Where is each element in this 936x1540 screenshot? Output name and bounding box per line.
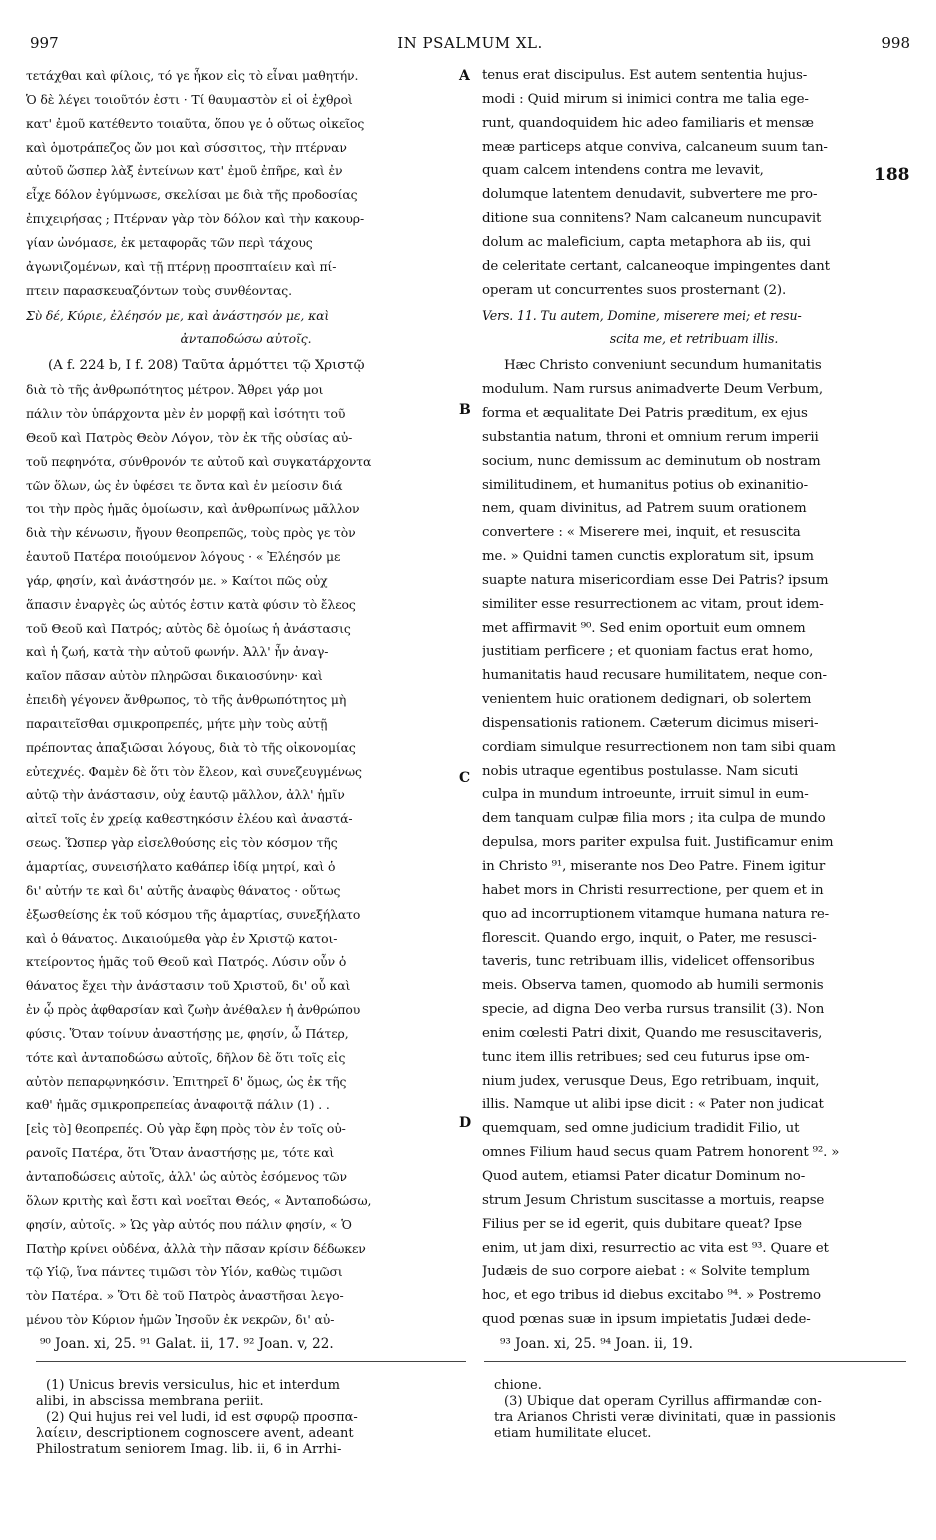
text-line: διὰ τὴν κένωσιν, ἤγουν θεοπρεπῶς, τοὺς πρὸς γε τὸν	[26, 525, 356, 541]
verse-line: Vers. 11. Tu autem, Domine, miserere mei; et resu-	[482, 308, 802, 324]
text-line: τῷ Υἱῷ, ἵνα πάντες τιμῶσι τὸν Υἱόν, καθὼς τιμῶσι	[26, 1264, 343, 1280]
text-line: quam calcem intendens contra me levavit,	[482, 163, 764, 179]
text-line: σεως. Ὥσπερ γὰρ εἰσελθούσης εἰς τὸν κόσμον τῆς	[26, 835, 338, 851]
footnote-line: tra Arianos Christi veræ divinitati, quæ in passionis	[494, 1410, 836, 1425]
text-line: similitudinem, et humanitus potius ob exinanitio-	[482, 477, 808, 493]
latin-intro	[482, 64, 906, 302]
footnote-line: λαίειν, descriptionem cognoscere avent, adeant	[36, 1426, 354, 1441]
text-line: καῖον πᾶσαν αὐτὸν πληρῶσαι δικαιοσύνην· καὶ	[26, 668, 323, 684]
text-line: quemquam, sed omne judicium tradidit Filio, ut	[482, 1121, 800, 1137]
latin-body	[482, 354, 906, 1332]
greek-intro	[26, 64, 466, 302]
text-line: Filius per se id egerit, quis dubitare queat? Ipse	[482, 1216, 802, 1232]
text-line: depulsa, mors pariter expulsa fuit. Justificamur enim	[482, 835, 834, 851]
text-line: venientem huic orationem dedignari, ob solertem	[482, 692, 812, 708]
text-line: cordiam simulque resurrectionem non tam sibi quam	[482, 739, 836, 755]
footnotes-left	[36, 1378, 466, 1458]
latin-verse-heading	[482, 304, 906, 350]
text-line: Judæis de suo corpore aiebat : « Solvite templum	[482, 1264, 810, 1280]
text-line: Ὁ δὲ λέγει τοιοῦτόν ἐστι · Τί θαυμαστὸν εἰ οἱ ἐχθροὶ	[26, 91, 353, 107]
text-line: καὶ ὁμοτράπεζος ὤν μοι καὶ σύσσιτος, τὴν πτέρναν	[26, 139, 347, 155]
scripture-refs-left	[40, 1336, 460, 1352]
text-line: θάνατος ἔχει τὴν ἀνάστασιν τοῦ Χριστοῦ, δι' οὗ καὶ	[26, 978, 351, 994]
text-line: αὐτὸν πεπαρῳνηκόσιν. Ἐπιτηρεῖ δ' ὅμως, ὡς ἐκ τῆς	[26, 1073, 347, 1089]
text-line: quod pœnas suæ in ipsum impietatis Judæi dede-	[482, 1312, 811, 1328]
text-line: ἐξωσθείσης ἐκ τοῦ κόσμου τῆς ἁμαρτίας, συνεξήλατο	[26, 906, 361, 922]
text-line: Θεοῦ καὶ Πατρὸς Θεὸν Λόγον, τὸν ἐκ τῆς οὐσίας αὐ-	[26, 429, 353, 445]
text-line: ἑαυτοῦ Πατέρα ποιούμενον λόγους · « Ἐλέησόν με	[26, 549, 341, 565]
footnote-line: chione.	[494, 1378, 542, 1393]
text-line: in Christo ⁹¹, miserante nos Deo Patre. Finem igitur	[482, 859, 826, 874]
text-line: forma et æqualitate Dei Patris præditum, ex ejus	[482, 405, 808, 421]
text-line: nem, quam divinitus, ad Patrem suum orationem	[482, 501, 807, 517]
latin-column	[482, 64, 906, 1332]
margin-letter-d: D	[459, 1115, 472, 1131]
text-line: πτειν παρασκευαζόντων τοὺς συνθέοντας.	[26, 282, 292, 298]
text-line: αἰτεῖ τοῖς ἐν χρείᾳ καθεστηκόσιν ἐλέου καὶ ἀναστά-	[26, 811, 353, 827]
text-line: me. » Quidni tamen cunctis exploratum sit, ipsum	[482, 549, 814, 565]
text-line: tenus erat discipulus. Est autem sententia hujus-	[482, 68, 808, 83]
text-line: διὰ τὸ τῆς ἀνθρωπότητος μέτρον. Ἄθρει γάρ μοι	[26, 382, 324, 398]
text-line: illis. Namque ut alibi ipse dicit : « Pater non judicat	[482, 1097, 824, 1113]
text-line: εἶχε δόλον ἐγύμνωσε, σκελίσαι με διὰ τῆς προδοσίας	[26, 187, 358, 203]
text-line: τὸν Πατέρα. » Ὅτι δὲ τοῦ Πατρὸς ἀναστῆσαι λεγο-	[26, 1288, 344, 1304]
text-line: meæ particeps atque conviva, calcaneum suum tan-	[482, 139, 828, 155]
text-line: specie, ad digna Deo verba rursus transilit (3). Non	[482, 1002, 825, 1018]
text-line: εὐτεχνές. Φαμὲν δὲ ὅτι τὸν ἔλεον, καὶ συνεζευγμένως	[26, 763, 362, 779]
text-line: suapte natura misericordiam esse Dei Patris? ipsum	[482, 572, 829, 588]
text-line: τῶν ὅλων, ὡς ἐν ὑφέσει τε ὄντα καὶ ἐν μείοσιν διά	[26, 477, 343, 493]
footnote-line: (2) Qui hujus rei vel ludi, id est σφυρῷ προσπα-	[46, 1410, 358, 1425]
footnote-divider	[36, 1361, 466, 1362]
text-line: meis. Observa tamen, quomodo ab humili sermonis	[482, 978, 824, 994]
text-line: καθ' ἡμᾶς σμικροπρεπείας ἀναφοιτᾷ πάλιν (1) . .	[26, 1097, 330, 1113]
text-line: Πατὴρ κρίνει οὐδένα, ἀλλὰ τὴν πᾶσαν κρίσιν δέδωκεν	[26, 1240, 366, 1256]
text-line: ditione sua connitens? Nam calcaneum nuncupavit	[482, 211, 822, 227]
page-header	[30, 34, 910, 56]
text-line: florescit. Quando ergo, inquit, o Pater, me resusci-	[482, 930, 817, 946]
verse-line: scita me, et retribuam illis.	[609, 331, 779, 347]
text-line: Quod autem, etiamsi Pater dicatur Dominum no-	[482, 1168, 806, 1184]
footnote-line: alibi, in abscissa membrana periit.	[36, 1394, 264, 1409]
text-line: τότε καὶ ἀνταποδώσω αὐτοῖς, δῆλον δὲ ὅτι τοῖς εἰς	[26, 1049, 346, 1065]
text-line: met affirmavit ⁹⁰. Sed enim oportuit eum omnem	[482, 620, 806, 636]
text-line: ἐπιχειρήσας ; Πτέρναν γὰρ τὸν δόλον καὶ τὴν κακουρ-	[26, 211, 365, 227]
text-line: φησίν, αὐτοῖς. » Ὡς γὰρ αὐτός που πάλιν φησίν, « Ὁ	[26, 1216, 352, 1232]
refs-line: ⁹³ Joan. xi, 25. ⁹⁴ Joan. ii, 19.	[500, 1336, 693, 1352]
text-line: nobis utraque egentibus postulasse. Nam sicuti	[482, 763, 799, 779]
text-line: convertere : « Miserere mei, inquit, et resuscita	[482, 525, 801, 541]
running-title: IN PSALMUM XL.	[397, 34, 543, 52]
text-line: ἀνταποδώσεις αὐτοῖς, ἀλλ' ὡς αὐτὸς ἐσόμενος τῶν	[26, 1168, 347, 1184]
text-line: hoc, et ego tribus id diebus excitabo ⁹⁴. » Postremo	[482, 1288, 821, 1304]
text-line: runt, quandoquidem hic adeo familiaris et mensæ	[482, 115, 814, 131]
text-line: omnes Filium haud secus quam Patrem honorent ⁹². »	[482, 1145, 840, 1161]
text-line: τοῦ πεφηνότα, σύνθρονόν τε αὐτοῦ καὶ συγκατάρχοντα	[26, 453, 372, 469]
text-line: αὐτῷ τὴν ἀνάστασιν, οὐχ ἑαυτῷ μᾶλλον, ἀλλ' ἡμῖν	[26, 787, 345, 803]
text-line: justitiam perficere ; et quoniam factus erat homo,	[482, 644, 814, 660]
text-line: humanitatis haud recusare humilitatem, neque con-	[482, 668, 827, 684]
text-line: γάρ, φησίν, καὶ ἀνάστησόν με. » Καίτοι πῶς οὐχ	[26, 572, 328, 588]
margin-letter-a: A	[459, 68, 470, 84]
text-line: ἐν ᾧ πρὸς ἀφθαρσίαν καὶ ζωὴν ἀνέθαλεν ἡ ἀνθρώπου	[26, 1002, 361, 1018]
text-line: αὐτοῦ ὥσπερ λὰξ ἐντείνων κατ' ἐμοῦ ἐπῆρε, καὶ ἐν	[26, 163, 343, 179]
text-line: dolumque latentem denudavit, subvertere me pro-	[482, 187, 818, 203]
text-line: enim cœlesti Patri dixit, Quando me resuscitaveris,	[482, 1025, 823, 1041]
text-line: operam ut concurrentes suos prosternant (2).	[482, 282, 787, 298]
text-line: δι' αὐτήν τε καὶ δι' αὐτῆς ἀναφὺς θάνατος · οὕτως	[26, 882, 341, 898]
text-line: dispensationis rationem. Cæterum dicimus miseri-	[482, 715, 819, 731]
text-line: κατ' ἐμοῦ κατέθεντο τοιαῦτα, ὅπου γε ὁ οὕτως οἰκεῖος	[26, 115, 365, 131]
text-line: ρανοῖς Πατέρα, ὅτι Ὅταν ἀναστήσῃς με, τότε καὶ	[26, 1145, 335, 1161]
greek-body	[26, 354, 466, 1332]
text-line: modulum. Nam rursus animadverte Deum Verbum,	[482, 382, 823, 398]
column-number: 188	[874, 165, 910, 185]
text-line: καὶ ὁ θάνατος. Δικαιούμεθα γὰρ ἐν Χριστῷ κατοι-	[26, 930, 338, 946]
greek-column	[26, 64, 466, 1332]
text-line: modi : Quid mirum si inimici contra me talia ege-	[482, 91, 809, 107]
text-line: ὅλων κριτὴς καὶ ἔστι καὶ νοεῖται Θεός, « Ἀνταποδώσω,	[26, 1192, 372, 1208]
text-line: de celeritate certant, calcaneoque impingentes dant	[482, 258, 830, 274]
text-line: substantia natum, throni et omnium rerum imperii	[482, 429, 819, 445]
margin-letter-b: B	[459, 402, 471, 418]
text-line: tunc item illis retribues; sed ceu futurus ipse om-	[482, 1049, 810, 1065]
footnote-divider	[484, 1361, 906, 1362]
text-line: dolum ac maleficium, capta metaphora ab iis, qui	[482, 234, 811, 250]
text-line: quo ad incorruptionem vitamque humana natura re-	[482, 906, 830, 922]
refs-line: ⁹⁰ Joan. xi, 25. ⁹¹ Galat. ii, 17. ⁹² Joan. v, 22.	[40, 1336, 334, 1352]
text-line: culpa in mundum introeunte, irruit simul in eum-	[482, 787, 809, 803]
text-line: [εἰς τὸ] θεοπρεπές. Οὐ γὰρ ἔφη πρὸς τὸν ἐν τοῖς οὐ-	[26, 1121, 346, 1137]
footnote-line: (1) Unicus brevis versiculus, hic et interdum	[46, 1378, 340, 1393]
text-line: γίαν ὠνόμασε, ἐκ μεταφορᾶς τῶν περὶ τάχους	[26, 234, 313, 250]
text-line: φύσις. Ὅταν τοίνυν ἀναστήσῃς με, φησίν, ὦ Πάτερ,	[26, 1025, 349, 1041]
verse-line: Σὺ δέ, Κύριε, ἐλέησόν με, καὶ ἀνάστησόν με, καὶ	[26, 308, 330, 324]
text-line: (A f. 224 b, I f. 208) Ταῦτα ἁρμόττει τῷ Χριστῷ	[48, 358, 365, 374]
footnote-line: Philostratum seniorem Imag. lib. ii, 6 in Arrhi-	[36, 1442, 342, 1457]
verse-line: ἀνταποδώσω αὐτοῖς.	[180, 331, 312, 347]
text-line: strum Jesum Christum suscitasse a mortuis, reapse	[482, 1192, 825, 1208]
text-line: habet mors in Christi resurrectione, per quem et in	[482, 882, 824, 898]
footnote-line: (3) Ubique dat operam Cyrillus affirmandæ con-	[504, 1394, 822, 1409]
scripture-refs-right	[500, 1336, 900, 1352]
text-line: τοῦ Θεοῦ καὶ Πατρός; αὐτὸς δὲ ὁμοίως ἡ ἀνάστασις	[26, 620, 351, 636]
text-line: πάλιν τὸν ὑπάρχοντα μὲν ἐν μορφῇ καὶ ἰσότητι τοῦ	[26, 405, 346, 421]
text-line: πρέποντας ἀπαξιῶσαι λόγους, διὰ τὸ τῆς οἰκονομίας	[26, 739, 356, 755]
text-line: τετάχθαι καὶ φίλοις, τό γε ἧκον εἰς τὸ εἶναι μαθητήν.	[26, 68, 359, 83]
text-line: enim, ut jam dixi, resurrectio ac vita est ⁹³. Quare et	[482, 1240, 829, 1256]
page-number-right: 998	[881, 34, 910, 52]
text-line: παραιτεῖσθαι σμικροπρεπές, μήτε μὴν τοὺς αὐτῇ	[26, 715, 328, 731]
margin-letter-c: C	[459, 770, 471, 786]
text-line: καὶ ἡ ζωή, κατὰ τὴν αὐτοῦ φωνήν. Ἀλλ' ἦν ἀναγ-	[26, 644, 329, 660]
footnotes-right	[494, 1378, 906, 1442]
text-line: nium judex, verusque Deus, Ego retribuam, inquit,	[482, 1073, 820, 1089]
text-line: ἁμαρτίας, συνεισήλατο καθάπερ ἰδίᾳ μητρί, καὶ ὁ	[26, 859, 336, 874]
text-line: τοι τὴν πρὸς ἡμᾶς ὁμοίωσιν, καὶ ἀνθρωπίνως μᾶλλον	[26, 501, 360, 517]
text-line: ἀγωνιζομένων, καὶ τῇ πτέρνῃ προσπταίειν καὶ πί-	[26, 258, 337, 274]
text-line: ἐπειδὴ γέγονεν ἄνθρωπος, τὸ τῆς ἀνθρωπότητος μὴ	[26, 692, 347, 708]
text-line: μένου τὸν Κύριον ἡμῶν Ἰησοῦν ἐκ νεκρῶν, δι' αὐ-	[26, 1312, 335, 1328]
text-line: Hæc Christo conveniunt secundum humanitatis	[504, 358, 822, 374]
text-line: κτείροντος ἡμᾶς τοῦ Θεοῦ καὶ Πατρός. Λύσιν οὖν ὁ	[26, 954, 347, 970]
text-line: dem tanquam culpæ filia mors ; ita culpa de mundo	[482, 811, 826, 827]
page-number-left: 997	[30, 34, 59, 52]
text-line: taveris, tunc retribuam illis, videlicet offensoribus	[482, 954, 815, 970]
greek-verse-heading	[26, 304, 466, 350]
footnote-line: etiam humilitate elucet.	[494, 1426, 652, 1441]
text-line: similiter esse resurrectionem ac vitam, prout idem-	[482, 596, 824, 612]
text-line: ἅπασιν ἐναργὲς ὡς αὐτός ἐστιν κατὰ φύσιν τὸ ἔλεος	[26, 596, 356, 612]
text-line: socium, nunc demissum ac deminutum ob nostram	[482, 453, 821, 469]
